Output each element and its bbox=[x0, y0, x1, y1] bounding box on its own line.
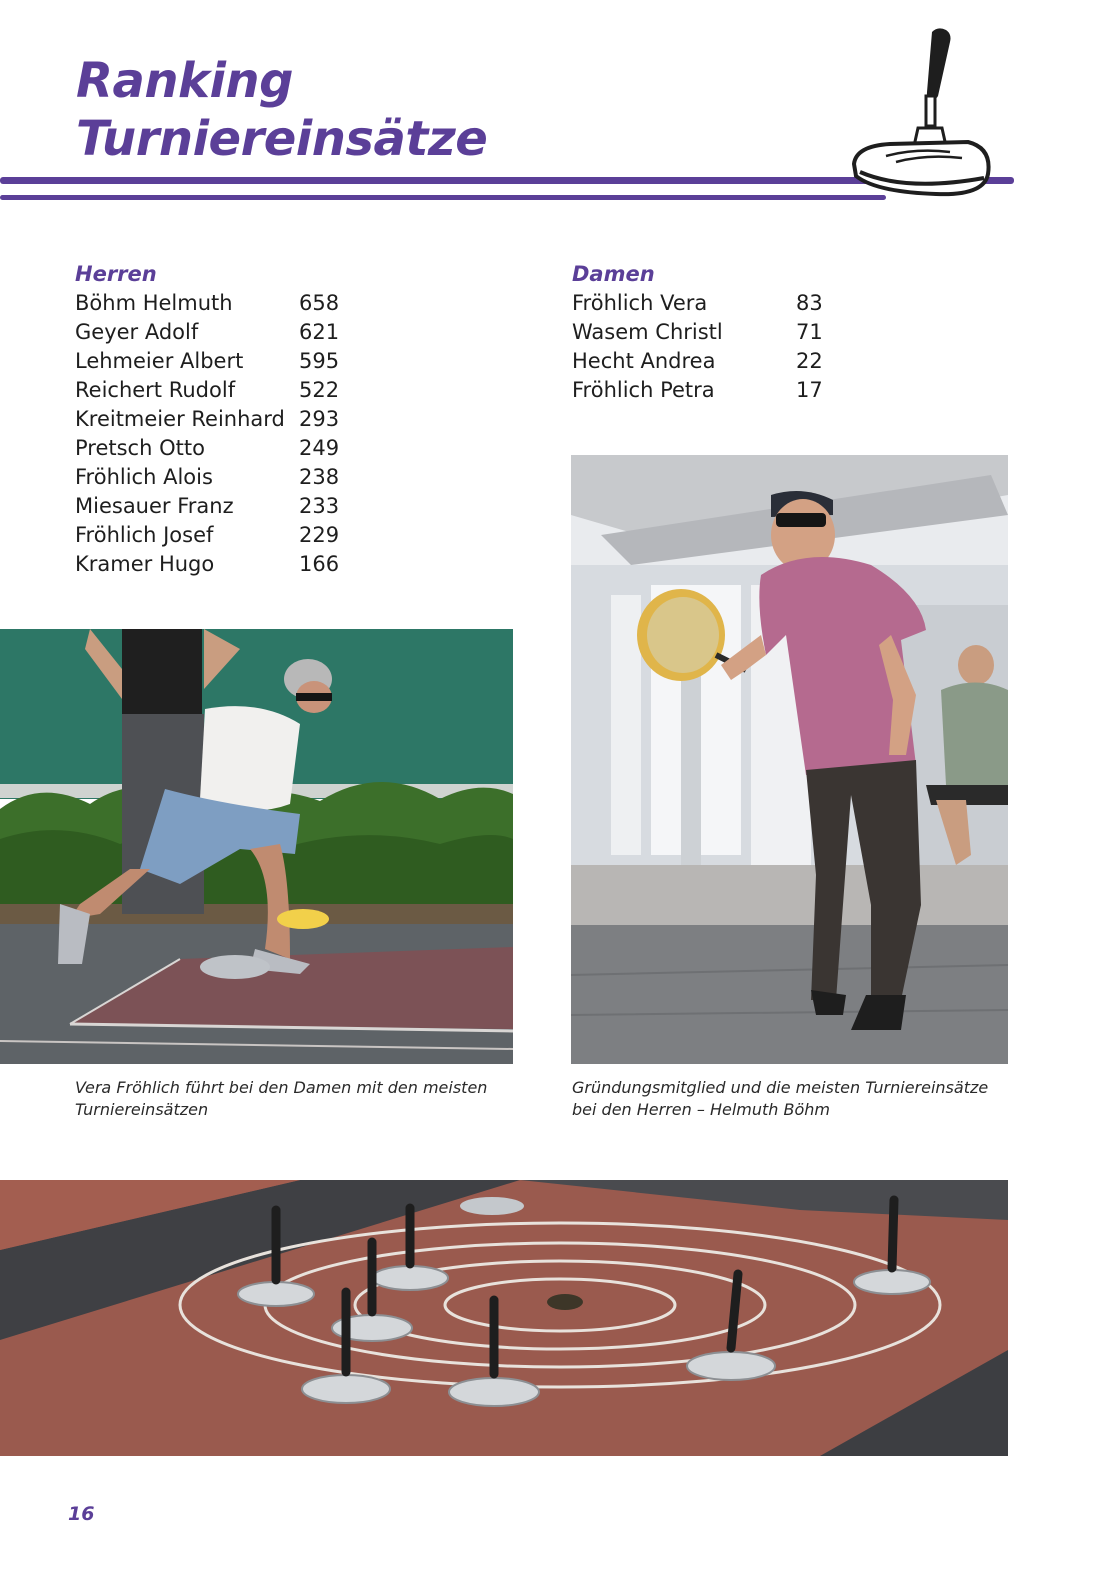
player-score: 249 bbox=[299, 436, 340, 460]
player-name: Geyer Adolf bbox=[75, 320, 199, 344]
photo-helmuth-boehm bbox=[571, 455, 1008, 1064]
list-item bbox=[75, 405, 339, 434]
player-score: 522 bbox=[299, 378, 340, 402]
player-name: Miesauer Franz bbox=[75, 494, 234, 518]
ranking-herren bbox=[75, 260, 339, 579]
player-score: 293 bbox=[299, 407, 340, 431]
stock-icon bbox=[846, 24, 996, 202]
list-item bbox=[75, 550, 339, 579]
player-name: Hecht Andrea bbox=[572, 349, 716, 373]
player-name: Böhm Helmuth bbox=[75, 291, 233, 315]
damen-list bbox=[572, 289, 823, 405]
player-name: Kramer Hugo bbox=[75, 552, 215, 576]
list-item bbox=[572, 318, 823, 347]
player-score: 17 bbox=[796, 378, 823, 402]
player-name: Reichert Rudolf bbox=[75, 378, 236, 402]
photo-stock-court bbox=[0, 1180, 1008, 1456]
list-item bbox=[572, 289, 823, 318]
caption-vera: Vera Fröhlich führt bei den Damen mit den meisten Turniereinsätzen bbox=[75, 1078, 488, 1119]
player-name: Fröhlich Vera bbox=[572, 291, 708, 315]
header-rule-bottom bbox=[0, 195, 886, 200]
list-item bbox=[75, 347, 339, 376]
page-number: 16 bbox=[68, 1503, 95, 1525]
player-score: 595 bbox=[299, 349, 340, 373]
damen-heading: Damen bbox=[572, 262, 655, 286]
herren-heading: Herren bbox=[75, 262, 157, 286]
ranking-damen bbox=[572, 260, 823, 405]
list-item bbox=[75, 376, 339, 405]
list-item bbox=[75, 463, 339, 492]
list-item bbox=[75, 492, 339, 521]
player-score: 166 bbox=[299, 552, 340, 576]
player-score: 83 bbox=[796, 291, 823, 315]
player-score: 22 bbox=[796, 349, 823, 373]
player-name: Fröhlich Alois bbox=[75, 465, 213, 489]
list-item bbox=[75, 521, 339, 550]
list-item bbox=[572, 347, 823, 376]
player-score: 658 bbox=[299, 291, 340, 315]
list-item bbox=[75, 318, 339, 347]
player-score: 621 bbox=[299, 320, 340, 344]
player-name: Kreitmeier Reinhard bbox=[75, 407, 285, 431]
caption-helmuth: Gründungsmitglied und die meisten Turniereinsätze bei den Herren – Helmuth Böhm bbox=[572, 1078, 989, 1119]
player-name: Fröhlich Josef bbox=[75, 523, 214, 547]
list-item bbox=[75, 289, 339, 318]
player-score: 233 bbox=[299, 494, 340, 518]
page-title bbox=[76, 52, 487, 168]
player-score: 229 bbox=[299, 523, 340, 547]
player-score: 238 bbox=[299, 465, 340, 489]
title-line-2: Turniereinsätze bbox=[76, 111, 488, 167]
list-item bbox=[572, 376, 823, 405]
player-name: Fröhlich Petra bbox=[572, 378, 715, 402]
herren-list bbox=[75, 289, 339, 579]
list-item bbox=[75, 434, 339, 463]
title-line-1: Ranking bbox=[76, 53, 293, 109]
player-score: 71 bbox=[796, 320, 823, 344]
photo-vera-froehlich bbox=[0, 629, 513, 1064]
player-name: Pretsch Otto bbox=[75, 436, 205, 460]
player-name: Lehmeier Albert bbox=[75, 349, 244, 373]
player-name: Wasem Christl bbox=[572, 320, 723, 344]
